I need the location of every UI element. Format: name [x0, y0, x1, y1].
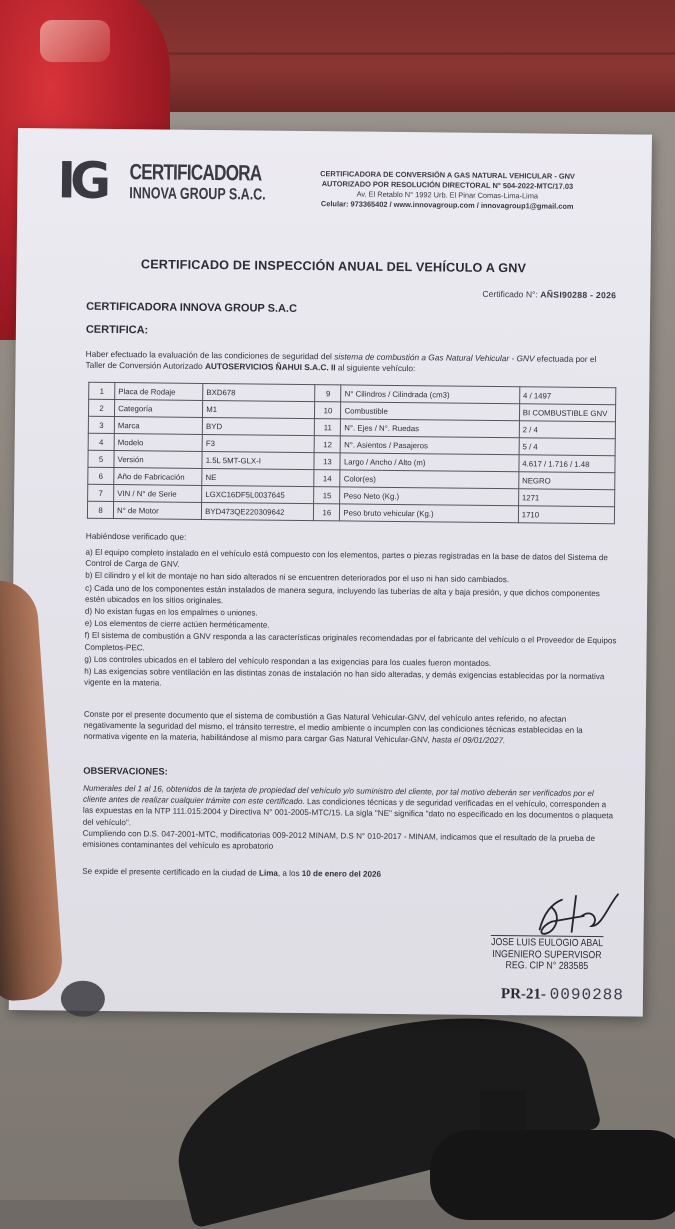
serial-number	[501, 985, 624, 1004]
vehicle-table-cell-v2: 1271	[518, 489, 614, 507]
issue-part2: , a los	[277, 868, 302, 879]
verification-item: a) El equipo completo instalado en el vehículo está compuesto con los elementos, partes o piezas registradas en la base de datos del Sistema de Control de Carga de GNV.	[85, 547, 608, 569]
vehicle-table-cell-l2: Largo / Ancho / Alto (m)	[340, 453, 518, 472]
issue-city: Lima	[259, 868, 279, 878]
observations-text1: Las condiciones técnicas y de seguridad verificadas en el vehículo, corresponden a las expuestas en la NTP 111.015:2004 y Directiva N° 001-2005-MTC/15. La sigla "NE" significa "dato no especificado en los documentos o plaqueta del vehículo".	[82, 797, 614, 827]
vehicle-table-cell-n1: 5	[88, 450, 114, 467]
verification-item: b) El cilindro y el kit de montaje no han sido alterados ni se encuentren deteriorados por el uso ni han sido cambiados.	[85, 571, 510, 585]
vehicle-table-cell-n1: 7	[88, 484, 114, 501]
verification-item: g) Los controles ubicados en el tablero del vehículo respondan a las exigencias para los cuales fueron montados.	[84, 654, 492, 668]
certifica-heading: CERTIFICA:	[85, 323, 149, 337]
vehicle-table-cell-l1: Marca	[114, 417, 202, 435]
header-info-line3: Av. El Retablo N° 1992 Urb. El Pinar Comas-Lima-Lima	[356, 189, 539, 201]
vehicle-table-cell-v1: BXD678	[203, 383, 315, 401]
intro-part2: efectuada por el Taller de Conversión Autorizado	[85, 353, 597, 371]
vehicle-table-cell-l1: Versión	[114, 451, 202, 469]
conste-until-label: hasta el	[431, 735, 463, 746]
signatory-name: JOSE LUIS EULOGIO ABAL	[491, 936, 604, 950]
car-headlight	[40, 20, 110, 62]
vehicle-table-cell-l2: N° Cilindros / Cilindrada (cm3)	[341, 385, 519, 404]
signatory-registration: REG. CIP N° 283585	[505, 960, 589, 973]
vehicle-table-cell-n1: 6	[88, 467, 114, 484]
vehicle-table-cell-l2: Peso Neto (Kg.)	[340, 487, 518, 506]
vehicle-table-cell-n1: 8	[87, 501, 113, 518]
vehicle-table-cell-v2: 5 / 4	[519, 438, 615, 456]
vehicle-table-cell-v2: 4.617 / 1.716 / 1.48	[519, 455, 615, 473]
verification-lead: Habiéndose verificado que:	[85, 530, 187, 542]
chair-seat	[430, 1130, 675, 1220]
vehicle-table-cell-n2: 11	[315, 419, 341, 436]
observations-heading: OBSERVACIONES:	[83, 764, 168, 777]
vehicle-table-cell-l1: Modelo	[114, 434, 202, 452]
conste-until-date: 09/01/2027.	[462, 736, 506, 746]
vehicle-table-cell-n2: 10	[315, 402, 341, 419]
verification-item: f) El sistema de combustión a GNV responda a las características originales recomendadas por el fabricante del vehículo o el Proveedor de Equipos Completos-PEC.	[84, 631, 617, 652]
header-info-line1: CERTIFICADORA DE CONVERSIÓN A GAS NATURAL VEHICULAR - GNV	[320, 169, 575, 181]
vehicle-table-cell-v1: BYD473QE220309642	[202, 502, 314, 520]
verification-item: c) Cada uno de los componentes están instalados de manera segura, incluyendo las tuberías de alta y baja presión, y que dichos componentes estén ubicados en los sitios originales.	[85, 583, 600, 605]
document-title: CERTIFICADO DE INSPECCIÓN ANUAL DEL VEHÍCULO A GNV	[140, 257, 527, 276]
vehicle-table-cell-l1: Placa de Rodaje	[115, 383, 203, 401]
company-name: CERTIFICADORA INNOVA GROUP S.A.C	[86, 300, 298, 315]
punch-hole-mark	[61, 980, 105, 1016]
observations-paragraph	[82, 783, 617, 856]
logo-mark: IG	[57, 151, 106, 210]
vehicle-table-cell-l2: N°. Ejes / N°. Ruedas	[341, 419, 519, 438]
header-info-line4: Celular: 973365402 / www.innovagroup.com / innovagroup1@gmail.com	[320, 199, 574, 211]
verification-item: h) Las exigencias sobre ventilación en las distintas zonas de instalación no han sido alteradas, y demás exigencias establecidas por la normativa vigente en la materia.	[84, 666, 605, 688]
verification-item: d) No existan fugas en los empalmes o uniones.	[84, 606, 258, 618]
intro-part1: Haber efectuado la evaluación de las condiciones de seguridad del	[85, 348, 335, 362]
header-info-line2: AUTORIZADO POR RESOLUCIÓN DIRECTORAL N° 504-2022-MTC/17.03	[321, 179, 574, 191]
vehicle-table-cell-v1: LGXC16DF5L0037645	[202, 485, 314, 503]
certificate-number	[482, 289, 616, 300]
vehicle-data-table	[87, 382, 616, 525]
vehicle-table-cell-n2: 9	[315, 385, 341, 402]
vehicle-table-cell-v2: BI COMBUSTIBLE GNV	[519, 404, 615, 422]
vehicle-table-cell-v1: 1.5L 5MT-GLX-I	[202, 451, 314, 469]
vehicle-table-cell-n1: 2	[88, 399, 114, 416]
serial-prefix: PR-21-	[500, 986, 547, 1003]
conste-text: Conste por el presente documento que el sistema de combustión a Gas Natural Vehicular-GNV, del vehículo antes referido, no afectan negativamente la seguridad del mismo, el tránsito terrestre, el medio ambiente o incumplen con las condiciones técnicas establecidas en la normativa vigente en la materia, habilitándose al mismo para cargar Gas Natural Vehicular-GNV,	[83, 709, 583, 745]
vehicle-table-cell-n2: 12	[315, 436, 341, 453]
vehicle-table-cell-n2: 14	[314, 470, 340, 487]
signatory-block	[485, 935, 609, 973]
intro-workshop: AUTOSERVICIOS ÑAHUI S.A.C. II	[204, 360, 336, 373]
header-info	[297, 169, 597, 212]
vehicle-table-cell-l2: Peso bruto vehicular (Kg.)	[340, 504, 518, 523]
vehicle-table-cell-l1: Año de Fabricación	[114, 468, 202, 486]
issue-part1: Se expide el presente certificado en la ciudad de	[82, 866, 260, 878]
issue-date: 10 de enero del 2026	[301, 869, 382, 879]
signatory-role: INGENIERO SUPERVISOR	[492, 948, 602, 961]
observations-italic: Numerales del 1 al 16, obtenidos de la tarjeta de propiedad del vehículo y/o suministro del cliente, por tal motivo deberán ser verificados por el cliente antes de realizar cualquier trámite con este certificado.	[82, 783, 594, 807]
vehicle-table-cell-l2: N°. Asientos / Pasajeros	[341, 436, 519, 455]
serial-value: 0090288	[549, 985, 625, 1005]
certificate-number-value: AÑSI90288 - 2026	[540, 289, 617, 301]
vehicle-table-cell-v1: NE	[202, 468, 314, 486]
company-logo	[57, 151, 266, 212]
handwritten-signature	[522, 885, 633, 942]
vehicle-table-cell-n2: 15	[314, 487, 340, 504]
certificate-number-label: Certificado N°:	[482, 288, 538, 300]
intro-system: sistema de combustión a Gas Natural Vehicular - GNV	[334, 351, 535, 364]
verification-list	[84, 547, 619, 695]
intro-paragraph	[85, 349, 615, 377]
certificate-paper	[9, 128, 652, 1017]
vehicle-table-cell-n2: 16	[314, 504, 340, 521]
observations-text2: Cumpliendo con D.S. 047-2001-MTC, modificatorias 009-2012 MINAM, D.S N° 010-2017 - MINAM, indicamos que el resultado de la prueba de emisiones contaminantes del vehículo es aprobatorio	[82, 828, 596, 851]
logo-text-line2: INNOVA GROUP S.A.C.	[129, 185, 266, 204]
intro-part3: al siguiente vehículo:	[335, 362, 416, 374]
vehicle-table-cell-l2: Color(es)	[340, 470, 518, 489]
vehicle-table-cell-v2: 4 / 1497	[519, 387, 615, 405]
vehicle-table-cell-v2: NEGRO	[519, 472, 615, 490]
vehicle-table-cell-l2: Combustible	[341, 402, 519, 421]
logo-text-line1: CERTIFICADORA	[129, 159, 262, 186]
vehicle-table-cell-v1: BYD	[203, 417, 315, 435]
vehicle-table-cell-n1: 4	[88, 433, 114, 450]
issue-statement	[82, 867, 381, 879]
vehicle-table-cell-n2: 13	[314, 453, 340, 470]
vehicle-table-cell-n1: 1	[89, 382, 115, 399]
vehicle-table-cell-v1: F3	[202, 434, 314, 452]
conste-paragraph	[84, 709, 616, 748]
vehicle-table-cell-v2: 2 / 4	[519, 421, 615, 439]
vehicle-table-cell-l1: Categoría	[115, 400, 203, 418]
vehicle-table-cell-v2: 1710	[518, 506, 614, 524]
vehicle-table-cell-n1: 3	[88, 416, 114, 433]
verification-item: e) Los elementos de cierre actúen herméticamente.	[84, 618, 270, 630]
vehicle-table-cell-l1: VIN / N° de Serie	[114, 485, 202, 503]
vehicle-table-cell-l1: N° de Motor	[113, 502, 201, 520]
vehicle-table-cell-v1: M1	[203, 400, 315, 418]
